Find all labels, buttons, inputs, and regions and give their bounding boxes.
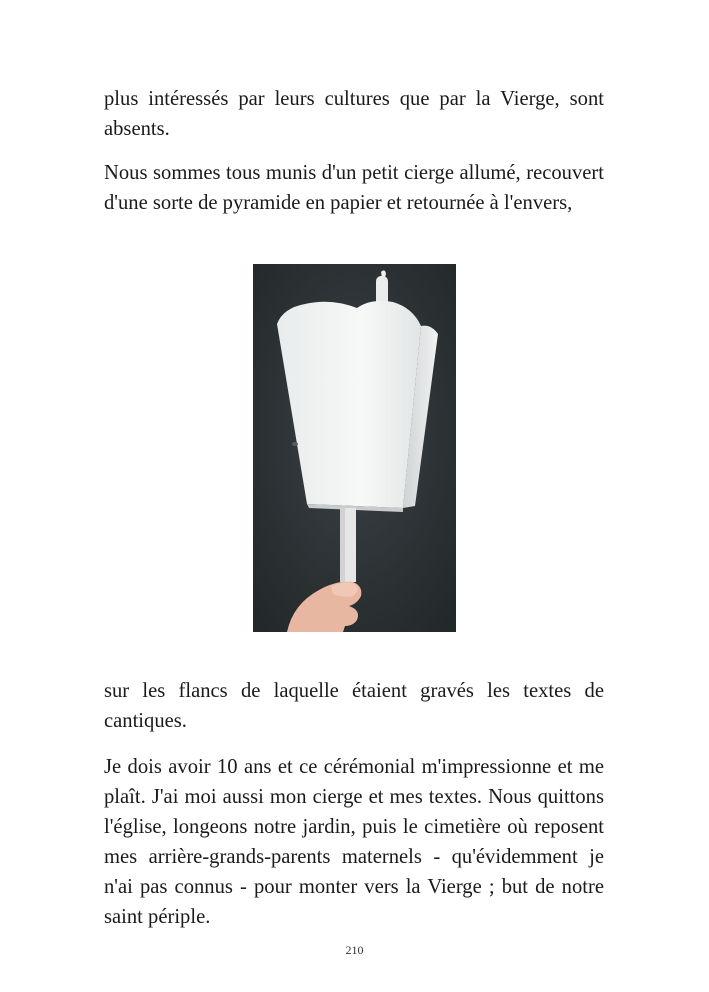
paragraph-3: sur les flancs de laquelle étaient gravés les textes de cantiques. <box>104 680 604 732</box>
paragraph-1: plus intéressés par leurs cultures que par la Vierge, sont absents. <box>104 88 604 140</box>
page-number: 210 <box>345 943 364 957</box>
paragraph-4: Je dois avoir 10 ans et ce cérémonial m'impressionne et me plaît. J'ai moi aussi mon cierge et mes textes. Nous quittons l'église, longeons notre jardin, puis le cimetière où reposent mes arrière-grands-parents maternels - qu'évidemment je n'ai pas connus - pour monter vers la Vierge ; but de notre saint périple. <box>104 756 604 928</box>
candle-photo <box>253 264 456 632</box>
paragraph-2: Nous sommes tous munis d'un petit cierge allumé, recouvert d'une sorte de pyramide en papier et retournée à l'envers, <box>104 162 604 214</box>
